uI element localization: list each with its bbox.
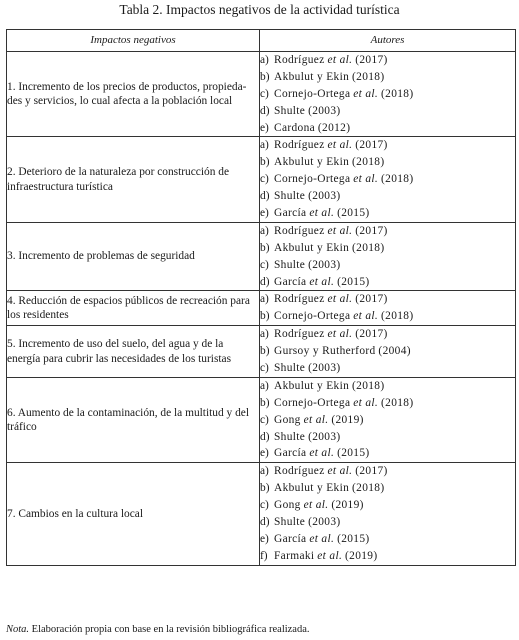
author-list bbox=[260, 463, 515, 564]
author-letter: d) bbox=[260, 104, 270, 117]
author-etal: et al. bbox=[317, 549, 343, 562]
author-etal: et al. bbox=[327, 293, 353, 306]
author-item bbox=[260, 429, 515, 446]
author-name: García bbox=[274, 207, 307, 220]
author-name: Shulte bbox=[274, 190, 306, 203]
author-year: (2019) bbox=[345, 549, 378, 562]
author-letter: b) bbox=[260, 482, 270, 495]
author-name: Cardona bbox=[274, 121, 316, 134]
author-letter: c) bbox=[260, 362, 269, 375]
author-item bbox=[260, 86, 515, 103]
author-letter: a) bbox=[260, 54, 269, 66]
author-etal: et al. bbox=[327, 224, 353, 237]
author-year: (2012) bbox=[317, 121, 351, 134]
author-item bbox=[260, 257, 515, 274]
author-etal: et al. bbox=[309, 275, 335, 288]
author-etal: et al. bbox=[353, 173, 379, 186]
author-letter: b) bbox=[260, 345, 270, 358]
author-name: Rodríguez bbox=[274, 465, 325, 478]
author-year: (2018) bbox=[381, 396, 414, 409]
author-item bbox=[260, 308, 515, 325]
author-name: Akbulut y Ekin bbox=[274, 156, 350, 169]
author-letter: d) bbox=[260, 190, 270, 203]
impact-cell: 6. Aumento de la contaminación, de la multitud y del tráfico bbox=[7, 377, 260, 462]
author-year: (2018) bbox=[381, 87, 414, 100]
author-item bbox=[260, 154, 515, 171]
author-list bbox=[260, 291, 515, 325]
note-label: Nota. bbox=[6, 624, 30, 635]
author-name: Gong bbox=[274, 499, 301, 512]
author-name: Gong bbox=[274, 413, 301, 426]
author-year: (2019) bbox=[331, 499, 364, 512]
author-year: (2003) bbox=[308, 516, 341, 529]
authors-cell bbox=[260, 463, 516, 565]
author-item bbox=[260, 378, 515, 395]
authors-cell bbox=[260, 291, 516, 326]
author-item bbox=[260, 531, 515, 548]
author-name: Akbulut y Ekin bbox=[274, 241, 350, 254]
header-authors: Autores bbox=[260, 30, 516, 52]
author-name: Shulte bbox=[274, 516, 306, 529]
author-letter: a) bbox=[260, 328, 269, 341]
author-etal: et al. bbox=[353, 396, 379, 409]
author-etal: et al. bbox=[327, 328, 353, 341]
author-item bbox=[260, 120, 515, 137]
author-name: Rodríguez bbox=[274, 293, 325, 306]
author-etal: et al. bbox=[303, 499, 329, 512]
author-item bbox=[260, 326, 515, 343]
table-row bbox=[7, 222, 516, 291]
author-year: (2003) bbox=[308, 104, 341, 117]
author-name: Shulte bbox=[274, 430, 306, 443]
author-list bbox=[260, 137, 515, 221]
authors-cell bbox=[260, 137, 516, 222]
author-etal: et al. bbox=[327, 54, 353, 66]
author-item bbox=[260, 103, 515, 120]
author-year: (2019) bbox=[331, 413, 364, 426]
author-name: Cornejo-Ortega bbox=[274, 87, 351, 100]
authors-cell bbox=[260, 222, 516, 291]
author-name: Cornejo-Ortega bbox=[274, 310, 351, 323]
table-row bbox=[7, 377, 516, 462]
author-name: Rodríguez bbox=[274, 139, 325, 152]
impact-cell: 1. Incremento de los precios de productos, propieda-des y servicios, lo cual afecta a la población local bbox=[7, 52, 260, 137]
author-letter: a) bbox=[260, 465, 269, 478]
author-year: (2018) bbox=[352, 156, 385, 169]
author-letter: a) bbox=[260, 224, 269, 237]
author-year: (2003) bbox=[308, 190, 341, 203]
author-year: (2018) bbox=[352, 482, 385, 495]
author-letter: b) bbox=[260, 310, 270, 323]
author-letter: b) bbox=[260, 70, 270, 83]
author-year: (2017) bbox=[355, 293, 388, 306]
author-letter: c) bbox=[260, 87, 269, 100]
authors-cell bbox=[260, 52, 516, 137]
author-etal: et al. bbox=[309, 207, 335, 220]
author-letter: e) bbox=[260, 207, 269, 220]
authors-cell bbox=[260, 326, 516, 378]
author-year: (2015) bbox=[337, 447, 370, 460]
table-body bbox=[7, 52, 516, 566]
author-letter: e) bbox=[260, 121, 269, 134]
author-item bbox=[260, 240, 515, 257]
author-item bbox=[260, 137, 515, 154]
author-name: García bbox=[274, 532, 307, 545]
author-letter: f) bbox=[260, 549, 268, 562]
author-name: Gursoy y Rutherford bbox=[274, 345, 376, 358]
author-letter: c) bbox=[260, 173, 269, 186]
author-list bbox=[260, 52, 515, 136]
impact-cell: 3. Incremento de problemas de seguridad bbox=[7, 222, 260, 291]
author-item bbox=[260, 412, 515, 429]
author-letter: a) bbox=[260, 379, 269, 392]
author-item bbox=[260, 548, 515, 565]
table-row bbox=[7, 291, 516, 326]
author-item bbox=[260, 52, 515, 69]
author-year: (2017) bbox=[355, 465, 388, 478]
author-letter: c) bbox=[260, 413, 269, 426]
author-year: (2015) bbox=[337, 275, 370, 288]
author-year: (2018) bbox=[381, 310, 414, 323]
table-note bbox=[6, 623, 310, 636]
author-name: Shulte bbox=[274, 258, 306, 271]
author-etal: et al. bbox=[327, 139, 353, 152]
author-item bbox=[260, 188, 515, 205]
author-item bbox=[260, 480, 515, 497]
author-year: (2018) bbox=[381, 173, 414, 186]
author-name: Shulte bbox=[274, 362, 306, 375]
author-item bbox=[260, 274, 515, 291]
author-year: (2017) bbox=[355, 54, 388, 66]
author-name: Farmaki bbox=[274, 549, 315, 562]
table-row bbox=[7, 463, 516, 565]
impact-cell: 7. Cambios en la cultura local bbox=[7, 463, 260, 565]
author-year: (2017) bbox=[355, 224, 388, 237]
author-name: Rodríguez bbox=[274, 54, 325, 66]
author-year: (2018) bbox=[352, 70, 385, 83]
author-item bbox=[260, 171, 515, 188]
author-letter: b) bbox=[260, 396, 270, 409]
note-text: Elaboración propia con base en la revisión bibliográfica realizada. bbox=[31, 624, 310, 635]
author-year: (2003) bbox=[308, 430, 341, 443]
author-letter: d) bbox=[260, 275, 270, 288]
table-row bbox=[7, 52, 516, 137]
author-list bbox=[260, 378, 515, 462]
author-item bbox=[260, 205, 515, 222]
author-name: Cornejo-Ortega bbox=[274, 173, 351, 186]
author-letter: c) bbox=[260, 258, 269, 271]
author-etal: et al. bbox=[309, 532, 335, 545]
author-name: García bbox=[274, 275, 307, 288]
author-name: Akbulut y Ekin bbox=[274, 379, 350, 392]
author-etal: et al. bbox=[353, 87, 379, 100]
author-letter: a) bbox=[260, 293, 269, 306]
author-letter: e) bbox=[260, 532, 269, 545]
author-name: Rodríguez bbox=[274, 328, 325, 341]
author-year: (2003) bbox=[308, 362, 341, 375]
author-year: (2004) bbox=[378, 345, 411, 358]
author-etal: et al. bbox=[327, 465, 353, 478]
table-row bbox=[7, 326, 516, 378]
header-impacts: Impactos negativos bbox=[7, 30, 260, 52]
author-item bbox=[260, 445, 515, 462]
author-item bbox=[260, 497, 515, 514]
author-letter: b) bbox=[260, 156, 270, 169]
author-year: (2017) bbox=[355, 139, 388, 152]
author-item bbox=[260, 463, 515, 480]
authors-cell bbox=[260, 377, 516, 462]
author-letter: b) bbox=[260, 241, 270, 254]
author-etal: et al. bbox=[303, 413, 329, 426]
author-year: (2003) bbox=[308, 258, 341, 271]
author-year: (2015) bbox=[337, 532, 370, 545]
table-caption: Tabla 2. Impactos negativos de la actividad turística bbox=[119, 2, 400, 17]
table-row bbox=[7, 137, 516, 222]
author-year: (2017) bbox=[355, 328, 388, 341]
author-name: Shulte bbox=[274, 104, 306, 117]
author-year: (2018) bbox=[352, 379, 385, 392]
author-item bbox=[260, 291, 515, 308]
author-name: Cornejo-Ortega bbox=[274, 396, 351, 409]
author-item bbox=[260, 395, 515, 412]
impact-cell: 5. Incremento de uso del suelo, del agua y de la energía para cubrir las necesidades de los turistas bbox=[7, 326, 260, 378]
table-header-row bbox=[7, 30, 516, 52]
author-etal: et al. bbox=[353, 310, 379, 323]
author-item bbox=[260, 69, 515, 86]
author-letter: a) bbox=[260, 139, 269, 152]
author-year: (2015) bbox=[337, 207, 370, 220]
impact-cell: 2. Deterioro de la naturaleza por construcción de infraestructura turística bbox=[7, 137, 260, 222]
author-letter: e) bbox=[260, 447, 269, 460]
author-name: Rodríguez bbox=[274, 224, 325, 237]
impacts-table bbox=[6, 29, 516, 566]
author-letter: d) bbox=[260, 516, 270, 529]
author-letter: d) bbox=[260, 430, 270, 443]
impact-cell: 4. Reducción de espacios públicos de recreación para los residentes bbox=[7, 291, 260, 326]
author-name: Akbulut y Ekin bbox=[274, 482, 350, 495]
author-list bbox=[260, 326, 515, 377]
author-item bbox=[260, 514, 515, 531]
author-item bbox=[260, 223, 515, 240]
author-name: Akbulut y Ekin bbox=[274, 70, 350, 83]
author-letter: c) bbox=[260, 499, 269, 512]
author-etal: et al. bbox=[309, 447, 335, 460]
author-year: (2018) bbox=[352, 241, 385, 254]
author-name: García bbox=[274, 447, 307, 460]
author-item bbox=[260, 360, 515, 377]
author-item bbox=[260, 343, 515, 360]
author-list bbox=[260, 223, 515, 291]
